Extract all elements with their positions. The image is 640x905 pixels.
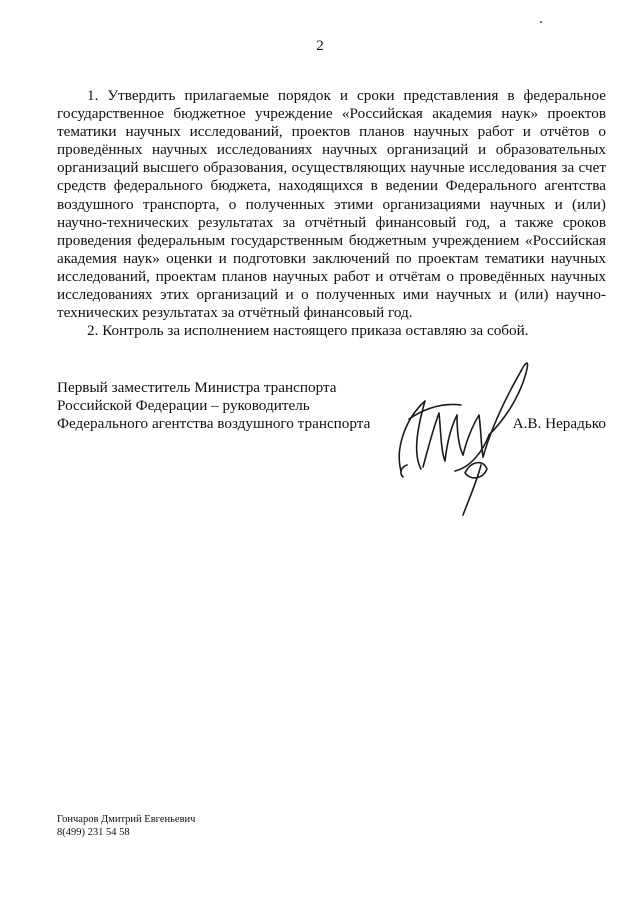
paragraph-approve: 1. Утвердить прилагаемые порядок и сроки представления в федеральное государственное бюджетное учреждение «Российская академия наук» проектов тематики научных исследований, проектов планов научных работ и отчётов о проведённых научных исследованиях научных организаций и образовательных организаций высшего образования, осуществляющих научные исследования за счет средств федерального бюджета, находящихся в ведении Федерального агентства воздушного транспорта, о полученных этими организациями научных и (или) научно-технических результатах за отчётный финансовый год, а также сроков проведения федеральным государственным бюджетным учреждением «Российская академия наук» оценки и подготовки заключений по проектам тематики научных исследований, проектам планов научных работ и отчётам о проведённых научных исследованиях этих организаций и о полученных ими научных и (или) научно-технических результатах за отчётный финансовый год. xyxy=(57,87,606,322)
contact-phone: 8(499) 231 54 58 xyxy=(57,827,130,838)
signer-name: А.В. Нерадько xyxy=(512,415,606,432)
paragraph-control: 2. Контроль за исполнением настоящего приказа оставляю за собой. xyxy=(87,322,529,340)
signature-block xyxy=(57,379,606,509)
scan-speck xyxy=(540,21,542,23)
signer-title xyxy=(57,379,377,433)
signer-title-line: Федерального агентства воздушного транспорта xyxy=(57,415,371,433)
signer-title-line: Российской Федерации – руководитель xyxy=(57,397,310,415)
contact-info xyxy=(57,813,195,839)
signer-title-line: Первый заместитель Министра транспорта xyxy=(57,379,337,396)
contact-person: Гончаров Дмитрий Евгеньевич xyxy=(57,814,196,825)
order-body xyxy=(57,87,606,340)
handwritten-signature xyxy=(387,349,537,519)
page-number: 2 xyxy=(316,38,324,54)
